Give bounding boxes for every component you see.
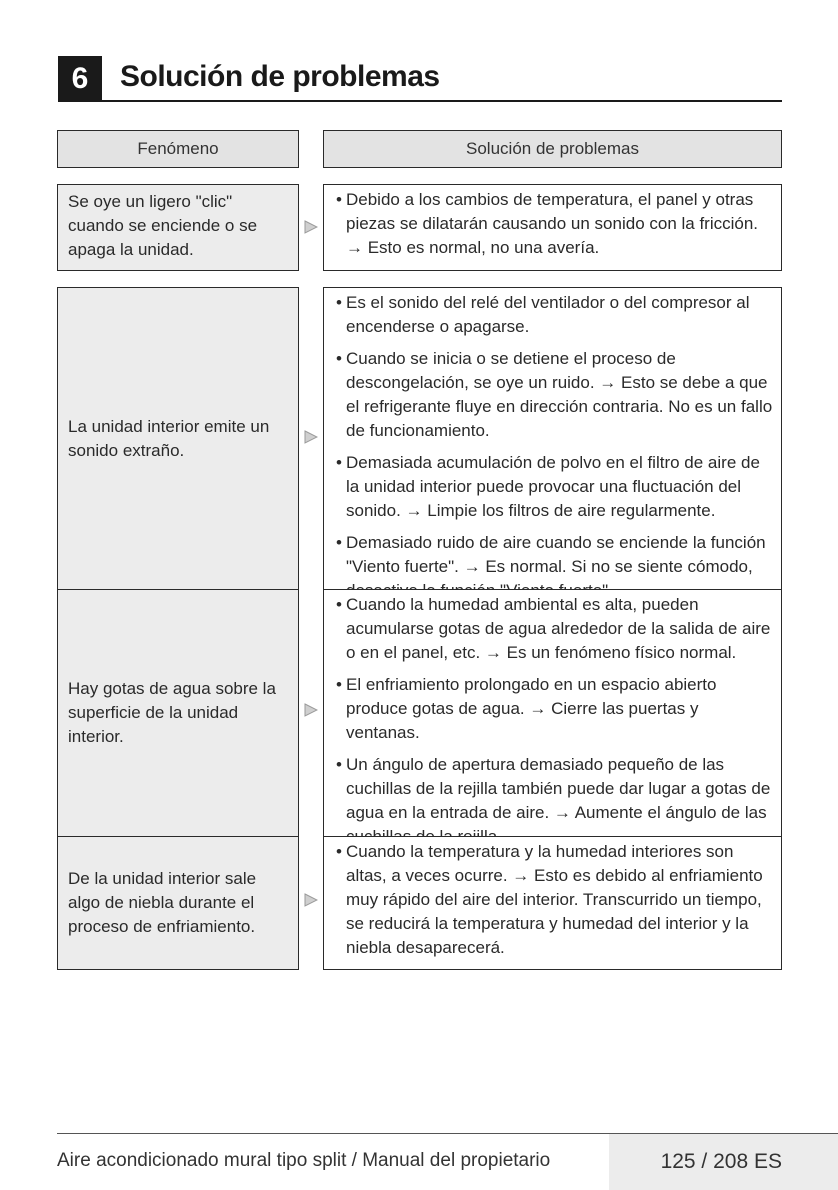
section-number: 6 xyxy=(58,56,102,102)
solution-cell-2 xyxy=(323,287,782,590)
phenomenon-cell-4 xyxy=(57,836,299,970)
title-divider xyxy=(58,100,782,102)
solution-bullet: • Demasiada acumulación de polvo en el filtro de aire de la unidad interior puede provocar una fluctuación del sonido. → Limpie los filtros de aire regularmente. xyxy=(336,451,775,523)
solution-bullet: • Demasiado ruido de aire cuando se enciende la función "Viento fuerte". → Es normal. Si no se siente cómodo, xyxy=(336,531,775,603)
solution-bullet: • Un ángulo de apertura demasiado pequeño de las cuchillas de la rejilla también puede dar lugar a gotas de agua en la entrada de aire. → Aumente el ángulo de las xyxy=(336,753,775,849)
arrow-right-icon xyxy=(304,893,318,907)
phenomenon-cell-1 xyxy=(57,184,299,271)
footer-manual-title: Aire acondicionado mural tipo split / Manual del propietario xyxy=(57,1150,551,1171)
header-phenomenon: Fenómeno xyxy=(57,130,299,168)
solution-bullet: • Es el sonido del relé del ventilador o del compresor al encenderse o apagarse. xyxy=(336,291,775,339)
phenomenon-text: La unidad interior emite un sonido extraño. xyxy=(68,416,270,460)
phenomenon-text: De la unidad interior sale algo de niebla durante el proceso de enfriamiento. xyxy=(68,869,257,936)
page-number: 125 / 208 ES xyxy=(660,1150,782,1173)
arrow-right-icon xyxy=(304,430,318,444)
solution-bullet: • Cuando se inicia o se detiene el proceso de descongelación, se oye un ruido. → Esto se debe a que el refrigerante fluye en dirección contraria. No es un fallo de funcionamiento. xyxy=(336,347,775,443)
solution-bullet: • El enfriamiento prolongado en un espacio abierto produce gotas de agua. → Cierre las puertas y ventanas. xyxy=(336,673,775,745)
phenomenon-text: Hay gotas de agua sobre la superficie de la unidad interior. xyxy=(68,679,276,746)
solution-cell-1 xyxy=(323,184,782,271)
solution-bullet: • Debido a los cambios de temperatura, el panel y otras piezas se dilatarán causando un sonido con la fricción. → Esto es normal, no una avería. xyxy=(336,188,775,260)
phenomenon-cell-2 xyxy=(57,287,299,590)
arrow-right-icon xyxy=(304,220,318,234)
header-solution: Solución de problemas xyxy=(323,130,782,168)
solution-cell-3 xyxy=(323,589,782,837)
phenomenon-cell-3 xyxy=(57,589,299,837)
solution-cell-4 xyxy=(323,836,782,970)
solution-bullet: • Cuando la temperatura y la humedad interiores son altas, a veces ocurre. → Esto es debido al enfriamiento muy rápido del aire del interior. Transcurrido un tiempo, se reducirá la temperatura y humedad del interior y la niebla desaparecerá. xyxy=(336,840,775,960)
solution-bullet: • Cuando la humedad ambiental es alta, pueden acumularse gotas de agua alrededor de la salida de aire o en el panel, etc. → Es un fenómeno físico normal. xyxy=(336,593,775,665)
phenomenon-text: Se oye un ligero "clic" cuando se enciende o se apaga la unidad. xyxy=(68,192,258,259)
arrow-right-icon xyxy=(304,703,318,717)
section-title: Solución de problemas xyxy=(120,60,440,93)
